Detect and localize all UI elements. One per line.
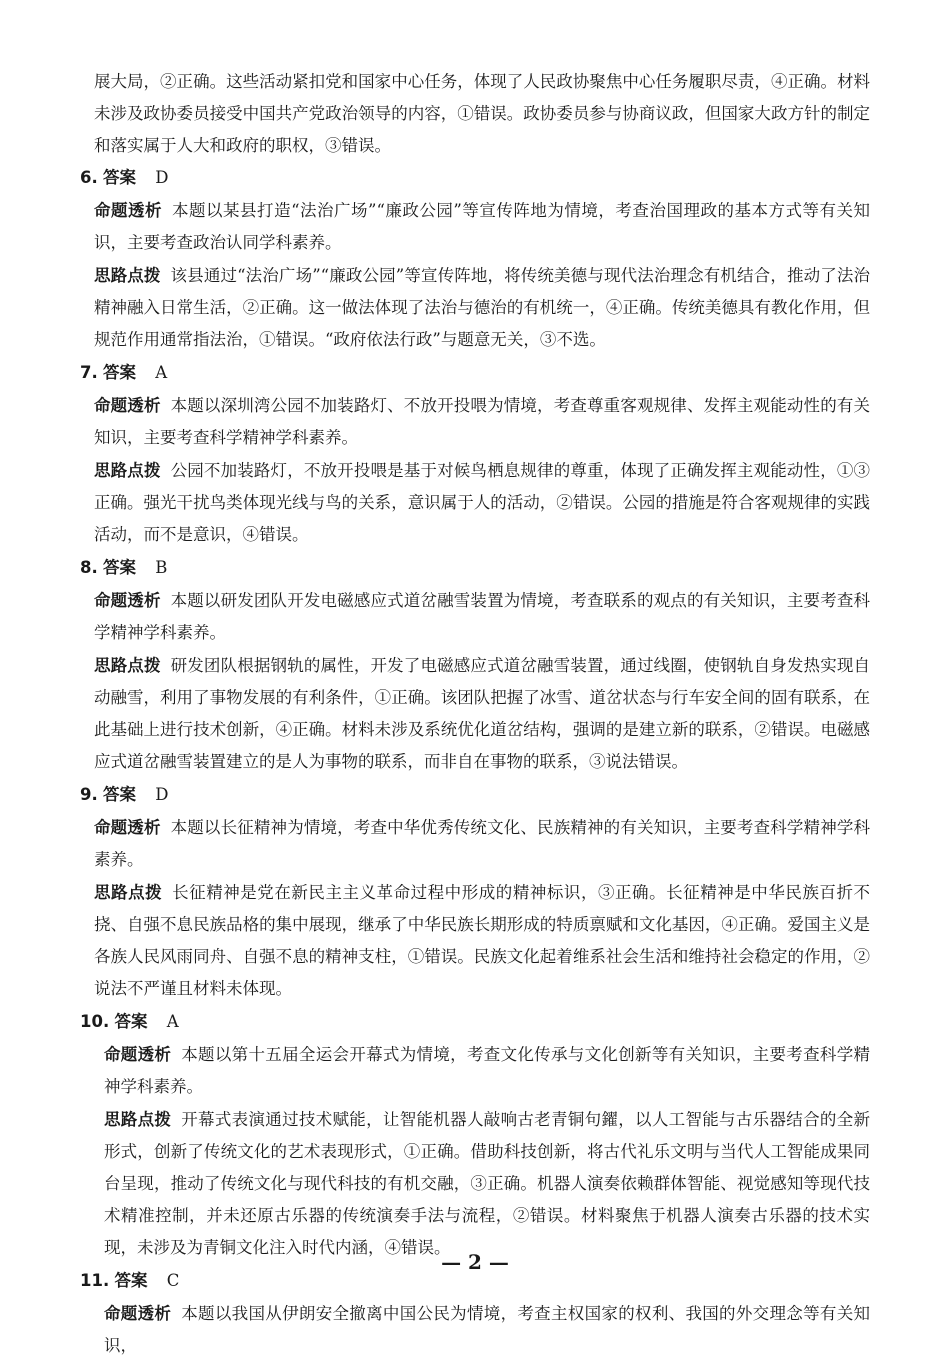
- answer-value: C: [166, 1271, 180, 1290]
- hint-paragraph: [104, 1104, 870, 1264]
- analysis-paragraph: [94, 390, 870, 454]
- analysis-paragraph: [94, 812, 870, 876]
- hint-text: 开幕式表演通过技术赋能，让智能机器人敲响古老青铜句鑃，以人工智能与古乐器结合的全新形式，创新了传统文化的艺术表现形式，①正确。借助科技创新，将古代礼乐文明与当代人工智能成果同台呈现，推动了传统文化与现代科技的有机交融，③正确。机器人演奏依赖群体智能、视觉感知等现代技术精准控制，并未还原古乐器的传统演奏手法与流程，②错误。材料聚焦于机器人演奏古乐器的技术实现，未涉及为青铜文化注入时代内涵，④错误。: [104, 1110, 871, 1257]
- question-7: [80, 357, 870, 551]
- hint-label: 思路点拨: [94, 656, 161, 675]
- hint-label: 思路点拨: [104, 1110, 172, 1129]
- answer-value: A: [166, 1012, 179, 1031]
- question-number: 8.: [80, 558, 98, 577]
- question-number: 11.: [80, 1271, 110, 1290]
- analysis-text: 本题以长征精神为情境，考查中华优秀传统文化、民族精神的有关知识，主要考查科学精神学科素养。: [94, 818, 871, 869]
- analysis-label: 命题透析: [94, 818, 161, 837]
- hint-text: 长征精神是党在新民主主义革命过程中形成的精神标识，③正确。长征精神是中华民族百折不挠、自强不息民族品格的集中展现，继承了中华民族长期形成的特质禀赋和文化基因，④正确。爱国主义是各族人民风雨同舟、自强不息的精神支柱，①错误。民族文化起着维系社会生活和维持社会稳定的作用，②说法不严谨且材料未体现。: [94, 883, 871, 998]
- analysis-paragraph: [104, 1298, 870, 1362]
- answer-label: 答案: [114, 1271, 148, 1290]
- question-header: [80, 779, 870, 811]
- analysis-label: 命题透析: [94, 201, 163, 220]
- answer-value: D: [155, 785, 169, 804]
- answer-label: 答案: [114, 1012, 148, 1031]
- analysis-text: 本题以研发团队开发电磁感应式道岔融雪装置为情境，考查联系的观点的有关知识，主要考查科学精神学科素养。: [94, 591, 871, 642]
- hint-label: 思路点拨: [94, 461, 161, 480]
- hint-label: 思路点拨: [94, 266, 161, 285]
- analysis-text: 本题以第十五届全运会开幕式为情境，考查文化传承与文化创新等有关知识，主要考查科学精神学科素养。: [104, 1045, 871, 1096]
- hint-paragraph: [94, 455, 870, 551]
- question-10: [80, 1006, 870, 1264]
- hint-text: 公园不加装路灯，不放开投喂是基于对候鸟栖息规律的尊重，体现了正确发挥主观能动性，①③正确。强光干扰鸟类体现光线与鸟的关系，意识属于人的活动，②错误。公园的措施是符合客观规律的实践活动，而不是意识，④错误。: [94, 461, 871, 544]
- analysis-label: 命题透析: [104, 1304, 172, 1323]
- answer-label: 答案: [103, 363, 136, 382]
- analysis-text: 本题以我国从伊朗安全撤离中国公民为情境，考查主权国家的权利、我国的外交理念等有关知识，: [104, 1304, 871, 1355]
- analysis-paragraph: [94, 585, 870, 649]
- question-number: 9.: [80, 785, 98, 804]
- hint-text: 研发团队根据钢轨的属性，开发了电磁感应式道岔融雪装置，通过线圈，使钢轨自身发热实现自动融雪，利用了事物发展的有利条件，①正确。该团队把握了冰雪、道岔状态与行车安全间的固有联系，在此基础上进行技术创新，④正确。材料未涉及系统优化道岔结构，强调的是建立新的联系，②错误。电磁感应式道岔融雪装置建立的是人为事物的联系，而非自在事物的联系，③说法错误。: [94, 656, 871, 771]
- question-6: [80, 162, 870, 356]
- analysis-text: 本题以某县打造“法治广场”“廉政公园”等宣传阵地为情境，考查治国理政的基本方式等有关知识，主要考查政治认同学科素养。: [94, 201, 871, 252]
- answer-label: 答案: [103, 168, 136, 187]
- analysis-paragraph: [94, 195, 870, 259]
- answer-label: 答案: [103, 785, 136, 804]
- answer-value: A: [155, 363, 168, 382]
- analysis-paragraph: [104, 1039, 870, 1103]
- question-header: [80, 552, 870, 584]
- question-9: [80, 779, 870, 1005]
- intro-paragraph: 展大局，②正确。这些活动紧扣党和国家中心任务，体现了人民政协聚焦中心任务履职尽责，④正确。材料未涉及政协委员接受中国共产党政治领导的内容，①错误。政协委员参与协商议政，但国家大政方针的制定和落实属于人大和政府的职权，③错误。: [94, 72, 870, 155]
- question-number: 6.: [80, 168, 98, 187]
- hint-paragraph: [94, 650, 870, 778]
- hint-paragraph: [94, 877, 870, 1005]
- hint-label: 思路点拨: [94, 883, 163, 902]
- hint-paragraph: [94, 260, 870, 356]
- hint-text: 该县通过“法治广场”“廉政公园”等宣传阵地，将传统美德与现代法治理念有机结合，推动了法治精神融入日常生活，②正确。这一做法体现了法治与德治的有机统一，④正确。传统美德具有教化作用，但规范作用通常指法治，①错误。“政府依法行政”与题意无关，③不选。: [94, 266, 870, 349]
- question-number: 7.: [80, 363, 98, 382]
- answer-value: B: [155, 558, 168, 577]
- page-number: — 2 —: [441, 1250, 509, 1274]
- question-header: [80, 162, 870, 194]
- question-11: [80, 1265, 870, 1362]
- question-header: [80, 1006, 870, 1038]
- analysis-label: 命题透析: [94, 591, 161, 610]
- analysis-label: 命题透析: [94, 396, 161, 415]
- question-8: [80, 552, 870, 778]
- question-header: [80, 357, 870, 389]
- analysis-text: 本题以深圳湾公园不加装路灯、不放开投喂为情境，考查尊重客观规律、发挥主观能动性的有关知识，主要考查科学精神学科素养。: [94, 396, 871, 447]
- answer-value: D: [155, 168, 169, 187]
- answer-label: 答案: [103, 558, 136, 577]
- question-number: 10.: [80, 1012, 110, 1031]
- analysis-label: 命题透析: [104, 1045, 172, 1064]
